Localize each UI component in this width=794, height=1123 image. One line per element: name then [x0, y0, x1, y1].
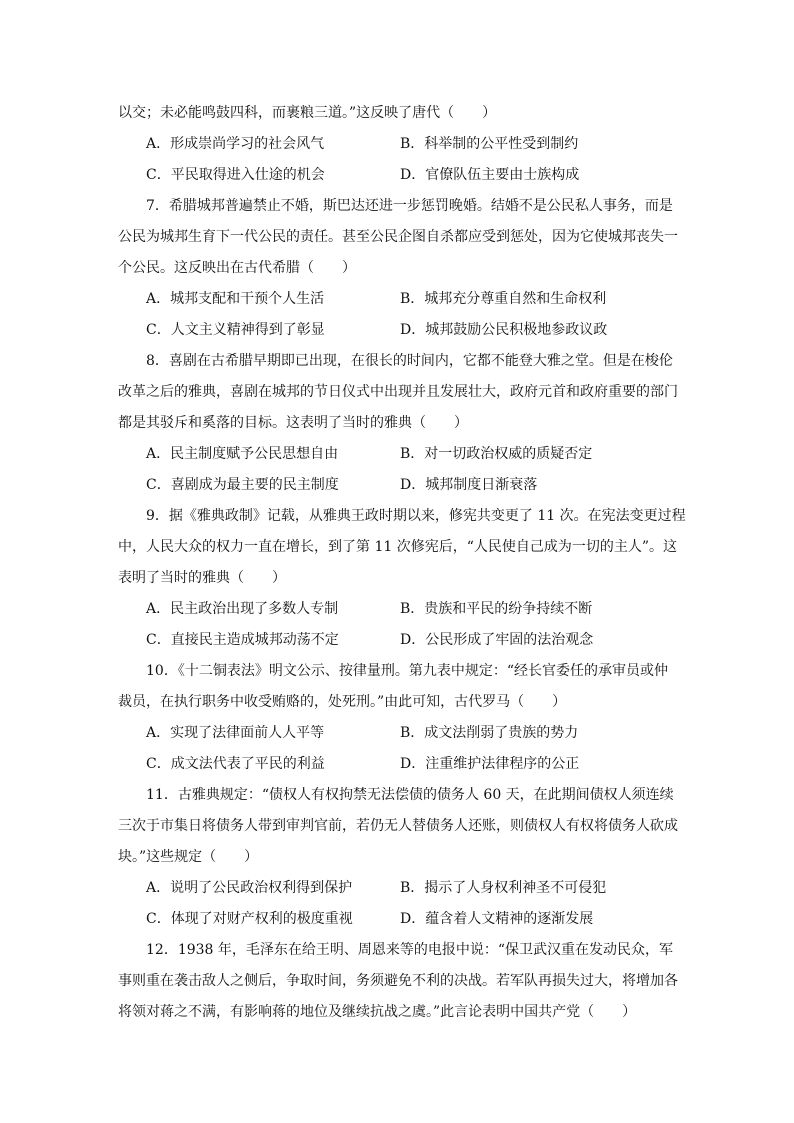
q8-option-d: D．城邦制度日渐衰落 [400, 477, 538, 493]
q8-stem-line-1: 8．喜剧在古希腊早期即已出现，在很长的时间内，它都不能登大雅之堂。但是在梭伦 [146, 353, 673, 369]
q9-option-d: D．公民形成了牢固的法治观念 [400, 632, 594, 648]
q9-stem-line-1: 9．据《雅典政制》记载，从雅典王政时期以来，修宪共变更了 11 次。在宪法变更过程 [146, 508, 686, 524]
q8-option-a: A．民主制度赋予公民思想自由 [146, 446, 339, 462]
q12-stem-line-3: 将领对蒋之不满，有影响蒋的地位及继续抗战之虞。”此言论表明中国共产党（ ） [118, 1004, 637, 1020]
q11-option-a: A．说明了公民政治权利得到保护 [146, 880, 353, 896]
q11-stem-line-2: 三次于市集日将债务人带到审判官前，若仍无人替债务人还账，则债权人有权将债务人砍成 [118, 818, 678, 834]
q10-option-b: B．成文法削弱了贵族的势力 [400, 725, 579, 741]
q8-option-b: B．对一切政治权威的质疑否定 [400, 446, 593, 462]
q6-option-c: C．平民取得进入仕途的机会 [146, 167, 325, 183]
question-6-stem-tail: 以交；未必能鸣鼓四科，而裹粮三道。”这反映了唐代（ ） [118, 105, 497, 121]
q8-stem-line-2: 改革之后的雅典，喜剧在城邦的节日仪式中出现并且发展壮大，政府元首和政府重要的部门 [118, 384, 678, 400]
q7-stem-line-3: 个公民。这反映出在古代希腊（ ） [118, 260, 356, 276]
q11-stem-line-3: 块。”这些规定（ ） [118, 849, 259, 865]
q7-stem-line-2: 公民为城邦生育下一代公民的责任。甚至公民企图自杀都应受到惩处，因为它使城邦丧失一 [118, 229, 678, 245]
q10-stem-line-2: 裁员，在执行职务中收受贿赂的，处死刑。”由此可知，古代罗马（ ） [118, 694, 567, 710]
q9-option-b: B．贵族和平民的纷争持续不断 [400, 601, 593, 617]
q7-stem-line-1: 7．希腊城邦普遍禁止不婚，斯巴达还进一步惩罚晚婚。结婚不是公民私人事务，而是 [146, 198, 673, 214]
q11-option-d: D．蕴含着人文精神的逐渐发展 [400, 911, 594, 927]
q10-option-a: A．实现了法律面前人人平等 [146, 725, 325, 741]
q10-option-c: C．成文法代表了平民的利益 [146, 756, 325, 772]
q7-option-c: C．人文主义精神得到了彰显 [146, 322, 325, 338]
q8-option-c: C．喜剧成为最主要的民主制度 [146, 477, 339, 493]
q9-stem-line-2: 中，人民大众的权力一直在增长，到了第 11 次修宪后，“人民使自己成为一切的主人”。这 [118, 539, 678, 555]
q10-option-d: D．注重维护法律程序的公正 [400, 756, 580, 772]
q9-option-a: A．民主政治出现了多数人专制 [146, 601, 339, 617]
q6-option-b: B．科举制的公平性受到制约 [400, 136, 579, 152]
q11-stem-line-1: 11．古雅典规定：“债权人有权拘禁无法偿债的债务人 60 天，在此期间债权人须连续 [146, 787, 674, 803]
q6-option-d: D．官僚队伍主要由士族构成 [400, 167, 580, 183]
q6-option-a: A．形成崇尚学习的社会风气 [146, 136, 325, 152]
q12-stem-line-1: 12．1938 年，毛泽东在给王明、周恩来等的电报中说：“保卫武汉重在发动民众，军 [146, 942, 674, 958]
q11-option-c: C．体现了对财产权利的极度重视 [146, 911, 353, 927]
q9-option-c: C．直接民主造成城邦动荡不定 [146, 632, 339, 648]
q9-stem-line-3: 表明了当时的雅典（ ） [118, 570, 286, 586]
q7-option-a: A．城邦支配和干预个人生活 [146, 291, 325, 307]
q7-option-b: B．城邦充分尊重自然和生命权利 [400, 291, 607, 307]
q7-option-d: D．城邦鼓励公民积极地参政议政 [400, 322, 608, 338]
q12-stem-line-2: 事则重在袭击敌人之侧后，争取时间，务须避免不利的决战。若军队再损失过大，将增加各 [118, 973, 678, 989]
q11-option-b: B．揭示了人身权利神圣不可侵犯 [400, 880, 607, 896]
q8-stem-line-3: 都是其驳斥和奚落的目标。这表明了当时的雅典（ ） [118, 415, 468, 431]
q10-stem-line-1: 10．《十二铜表法》明文公示、按律量刑。第九表中规定：“经长官委任的承审员或仲 [146, 663, 668, 679]
